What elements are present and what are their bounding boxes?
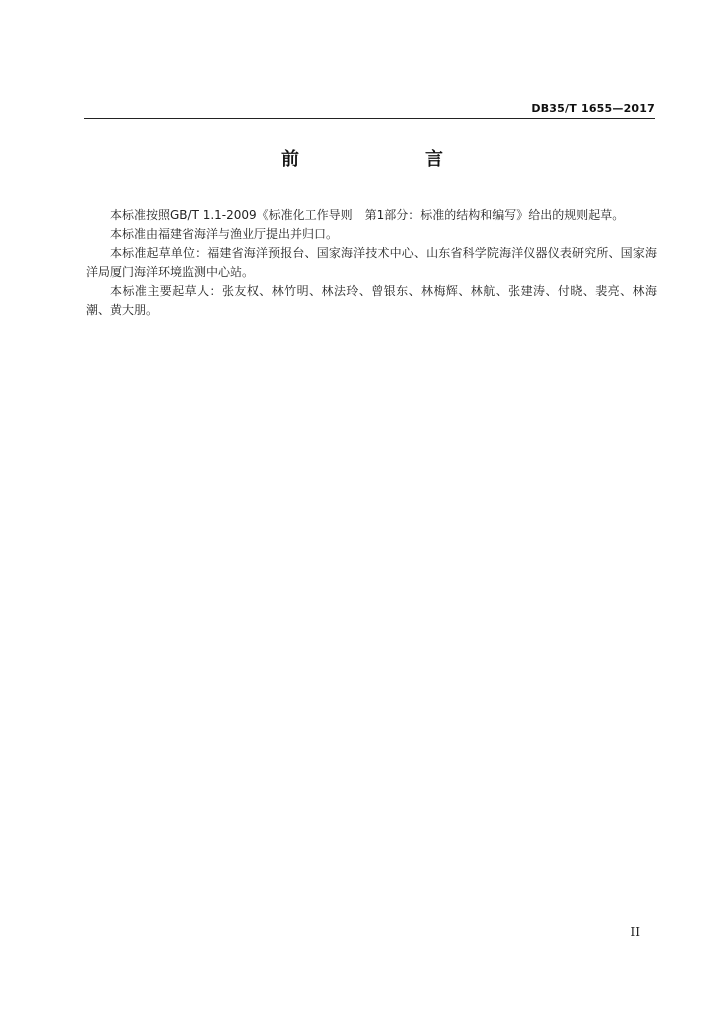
paragraph-drafting-units: 本标准起草单位：福建省海洋预报台、国家海洋技术中心、山东省科学院海洋仪器仪表研究所、国家海洋局厦门海洋环境监测中心站。 [86,246,657,279]
paragraph-drafters: 本标准主要起草人：张友权、林竹明、林法玲、曾银东、林梅辉、林航、张建涛、付晓、裴亮、林海潮、黄大朋。 [86,284,657,317]
page-title: 前 言 [281,149,473,170]
document-code: DB35/T 1655—2017 [531,102,655,115]
paragraph-proposer: 本标准由福建省海洋与渔业厅提出并归口。 [110,227,339,241]
paragraph-drafting-rules: 本标准按照GB/T 1.1-2009《标准化工作导则 第1部分：标准的结构和编写》给出的规则起草。 [110,208,625,222]
header-rule [84,118,655,119]
page-number: II [630,925,640,939]
foreword-body [86,206,657,320]
